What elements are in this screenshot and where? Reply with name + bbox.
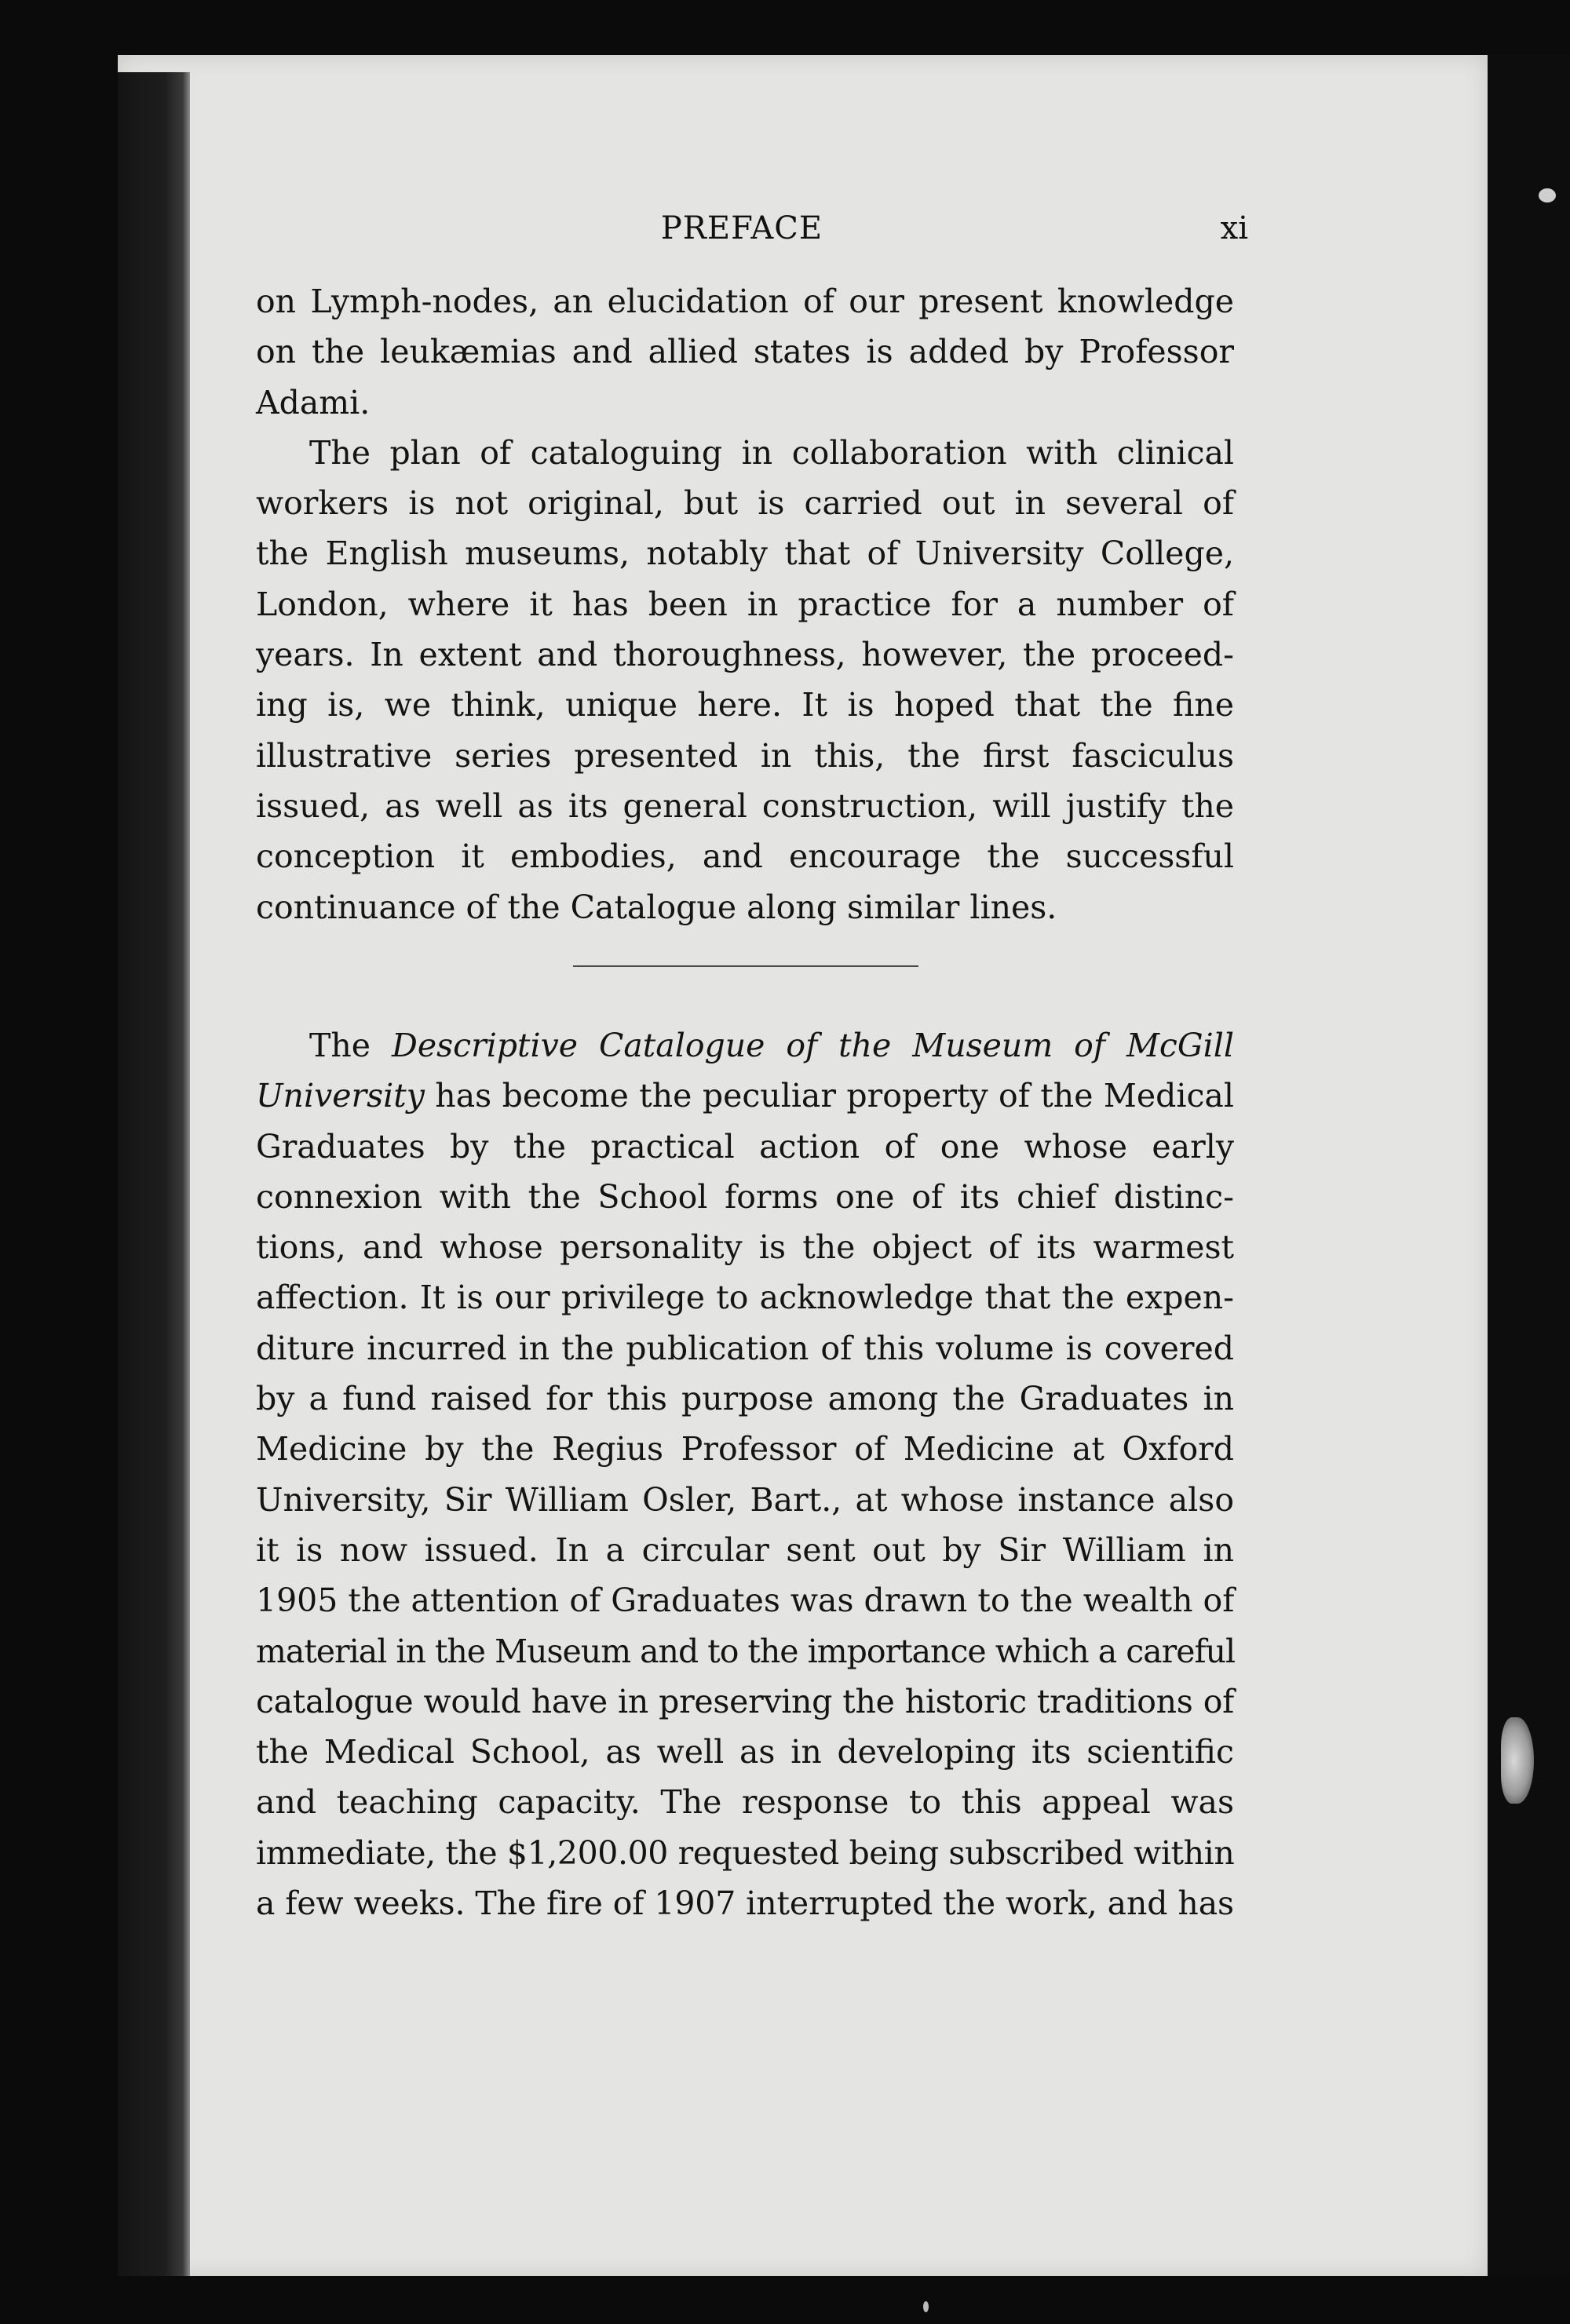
text-line: diture incurred in the publication of this volume is covered <box>256 1329 1234 1367</box>
text-line: issued, as well as its general construction, will justify the <box>256 786 1234 825</box>
text-line: conception it embodies, and encourage the successful <box>256 837 1234 876</box>
text-line: it is now issued. In a circular sent out by Sir William in <box>256 1530 1234 1569</box>
binding-clip-mark <box>1501 1717 1534 1804</box>
section-divider-rule <box>573 965 918 967</box>
text-line: illustrative series presented in this, the first fasciculus <box>256 736 1234 775</box>
text-line: catalogue would have in preserving the historic traditions of <box>256 1682 1234 1720</box>
text-line: tions, and whose personality is the object of its warmest <box>256 1228 1234 1267</box>
text-line: London, where it has been in practice for a number of <box>256 585 1234 623</box>
text-line: Graduates by the practical action of one whose early <box>256 1127 1234 1166</box>
text-line: and teaching capacity. The response to this appeal was <box>256 1783 1234 1822</box>
dust-speck <box>1539 188 1556 202</box>
text-line <box>256 1020 1234 1071</box>
text-line: on Lymph-nodes, an elucidation of our present knowledge <box>256 283 1234 320</box>
text-line: by a fund raised for this purpose among the Graduates in <box>256 1380 1234 1418</box>
text-line: continuance of the Catalogue along similar lines. <box>256 888 1057 926</box>
page-right-edge <box>1488 55 1570 2276</box>
text-line <box>256 1071 1234 1121</box>
text-line: workers is not original, but is carried out in several of <box>256 484 1234 523</box>
binding-gutter-shadow <box>118 72 190 2276</box>
text-line: Medicine by the Regius Professor of Medicine at Oxford <box>256 1430 1234 1468</box>
text-line: the Medical School, as well as in developing its scientific <box>256 1733 1234 1771</box>
text-line: material in the Museum and to the importance which a careful <box>256 1632 1236 1670</box>
catalogue-title-italic: Descriptive Catalogue of the Museum of McGill <box>391 1027 1234 1064</box>
running-head-title: PREFACE <box>660 210 823 246</box>
text-line: The plan of cataloguing in collaboration with clinical <box>309 433 1234 472</box>
text-line: on the leukæmias and allied states is added by Professor <box>256 333 1234 371</box>
running-head <box>236 210 1248 257</box>
preface-text-bottom <box>256 1020 1234 1928</box>
dust-speck <box>923 2301 929 2312</box>
text-line: ing is, we think, unique here. It is hoped that the fine <box>256 686 1234 724</box>
text-run: The <box>309 1027 392 1064</box>
text-line: the English museums, notably that of University College, <box>256 534 1234 573</box>
text-line: a few weeks. The fire of 1907 interrupted the work, and has <box>256 1884 1234 1923</box>
text-line: years. In extent and thoroughness, however, the proceed- <box>256 636 1234 674</box>
text-line: University, Sir William Osler, Bart., at whose instance also <box>256 1480 1234 1519</box>
text-line: affection. It is our privilege to acknowledge that the expen- <box>256 1279 1234 1317</box>
text-line: 1905 the attention of Graduates was drawn to the wealth of <box>256 1582 1235 1620</box>
preface-text-top <box>256 276 1234 932</box>
text-line: connexion with the School forms one of its chief distinc- <box>256 1177 1234 1216</box>
text-line: immediate, the $1,200.00 requested being subscribed within <box>256 1833 1235 1872</box>
text-line: Adami. <box>256 383 371 421</box>
catalogue-title-italic: University <box>256 1077 425 1115</box>
page-number: xi <box>1220 210 1248 246</box>
text-run: has become the peculiar property of the Medical <box>424 1077 1234 1115</box>
